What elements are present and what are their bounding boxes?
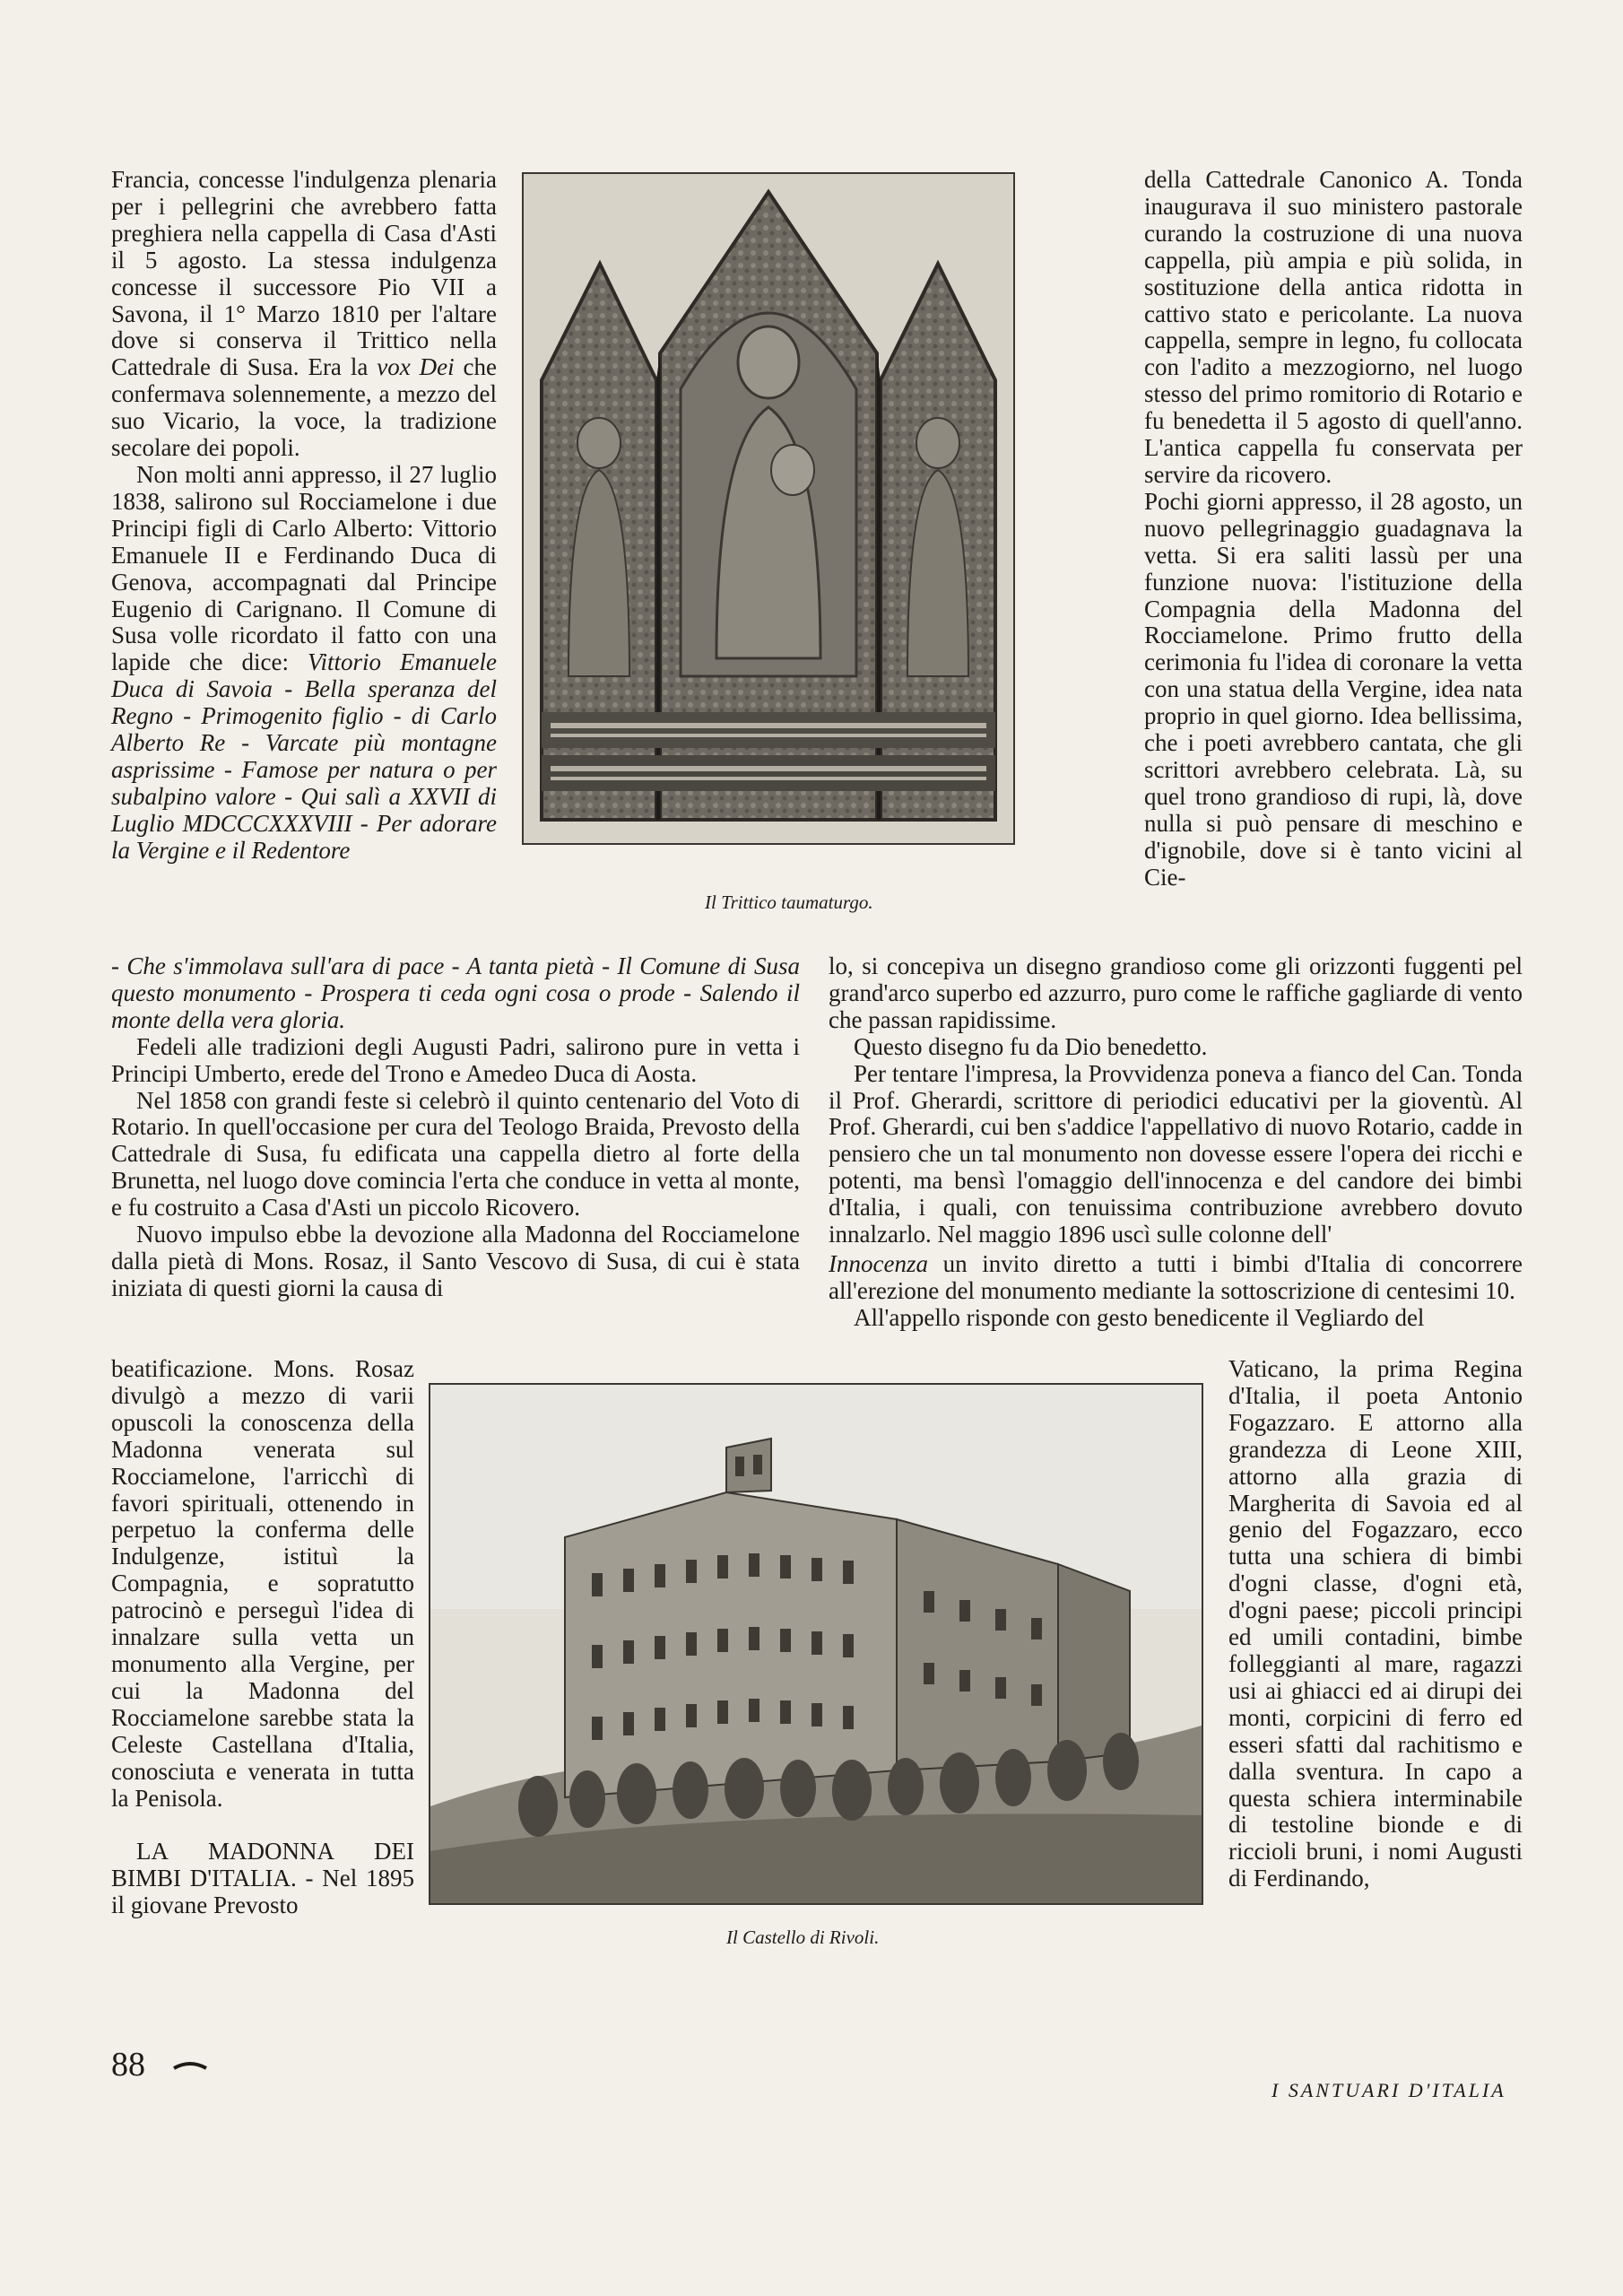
castle-caption: Il Castello di Rivoli.: [726, 1926, 880, 1948]
triptych-illustration: [524, 174, 1013, 843]
italic-text: vox Dei: [377, 353, 455, 381]
paragraph: Questo disegno fu da Dio benedetto.: [854, 1032, 1208, 1060]
paragraph: [111, 167, 497, 462]
triptych-caption: Il Trittico taumaturgo.: [705, 891, 873, 913]
paragraph: Fedeli alle tradizioni degli Augusti Padri, salirono pure in vetta i Principi Umberto, erede del Trono e Amedeo Duca di Aosta.: [111, 1032, 800, 1087]
italic-text: - Che s'immolava sull'ara di pace - A tanta pietà - Il Comune di Susa questo monumento - Prospera ti ceda ogni cosa o prode - Salendo il monte della vera gloria.: [111, 952, 800, 1033]
paragraph: Nuovo impulso ebbe la devozione alla Madonna del Rocciamelone dalla pietà di Mons. Rosaz, il Santo Vescovo di Susa, di cui è stata iniziata di questi giorni la causa di: [111, 1221, 800, 1301]
text-column-right-full: [829, 953, 1523, 1248]
text-column-right-full-2: [829, 1251, 1523, 1332]
paragraph: LA MADONNA DEI BIMBI D'ITALIA. - Nel 1895 il giovane Prevosto: [111, 1838, 414, 1919]
ornament-dash-icon: [172, 2057, 208, 2075]
paragraph: [111, 462, 497, 865]
text-column-left-full: [111, 953, 800, 1302]
paragraph: beatificazione. Mons. Rosaz divulgò a mezzo di varii opuscoli la conoscenza della Madonna venerata sul Rocciamelone, l'arricchì di favori spirituali, ottenendo in perpetuo la conferma delle Indulgenze, istituì la Compagnia, e sopratutto patrocinò e perseguì l'idea di innalzare sulla vetta un monumento alla Vergine, per cui la Madonna del Rocciamelone sarebbe stata la Celeste Castellana d'Italia, conosciuta e venerata in tutta la Penisola.: [111, 1355, 414, 1812]
text-column-right-top: [1144, 167, 1523, 891]
paragraph: Pochi giorni appresso, il 28 agosto, un nuovo pellegrinaggio guadagnava la vetta. Si era saliti lassù per una funzione nuova: l'istituzione della Compagnia della Madonna del Rocciamelone. Primo frutto della cerimonia fu l'idea di coronare la vetta con una statua della Vergine, idea nata proprio in quel giorno. Idea bellissima, che i poeti avrebbero cantata, che gli scrittori avrebbero celebrata. Là, su quel trono grandioso di rupi, là, dove nulla si può pensare di meschino e d'ignobile, dove si è tanto vicini al Cie-: [1144, 487, 1523, 891]
castle-photo: [429, 1383, 1203, 1905]
page-number: 88: [111, 2046, 145, 2083]
paragraph: Per tentare l'impresa, la Provvidenza poneva a fianco del Can. Tonda il Prof. Gherardi, scrittore di periodici educativi per la gioventù. Al Prof. Gherardi, cui ben s'addice l'appellativo di nuovo Rotario, cadde in pensiero che un tal monumento non dovesse essere l'opera dei ricchi e potenti, ma bensì l'omaggio dell'innocenza e del candore dei bimbi d'Italia, i quali, con tenuissima contribuzione avrebbero dovuto innalzarlo. Nel maggio 1896 uscì sulle colonne dell': [829, 1059, 1523, 1248]
italic-text: Vittorio Emanuele Duca di Savoia - Bella speranza del Regno - Primogenito figlio - di Carlo Alberto Re - Varcate più montagne asprissime - Famose per natura o per subalpino valore - Qui salì a XXVII di Luglio MDCCCXXXVIII - Per adorare la Vergine e il Redentore: [111, 648, 497, 864]
text-run: un invito diretto a tutti i bimbi d'Italia di concorrere all'erezione del monumento mediante la sottoscrizione di centesimi 10.: [829, 1250, 1523, 1304]
paragraph: [829, 1251, 1523, 1305]
text-column-left-bottom: [111, 1356, 414, 1919]
triptych-photo: [522, 172, 1015, 845]
text-column-right-bottom: [1228, 1356, 1523, 1892]
text-run: Francia, concesse l'indulgenza plenaria per i pellegrini che avrebbero fatta preghiera nella cappella di Casa d'Asti il 5 agosto. La stessa indulgenza concesse il successore Pio VII a Savona, il 1° Marzo 1810 per l'altare dove si conserva il Trittico nella Cattedrale di Susa. Era la: [111, 166, 497, 381]
paragraph: della Cattedrale Canonico A. Tonda inaugurava il suo ministero pastorale curando la costruzione di una nuova cappella, più ampia e più solida, in sostituzione della antica ridotta in cattivo stato e pericolante. La nuova cappella, sempre in legno, fu collocata con l'adito a mezzogiorno, nel luogo stesso del primo romitorio di Rotario e fu benedetta il 5 agosto di quell'anno. L'antica cappella fu conservata per servire da ricovero.: [1144, 166, 1523, 488]
text-column-left-top: [111, 167, 497, 865]
paragraph: Vaticano, la prima Regina d'Italia, il poeta Antonio Fogazzaro. E attorno alla grandezza di Leone XIII, attorno alla grazia di Margherita di Savoia ed al genio del Fogazzaro, ecco tutta una schiera di bimbi d'ogni classe, d'ogni età, d'ogni paese; piccoli principi ed umili contadini, bimbe folleggianti al mare, ragazzi usi ai ghiacci ed ai dirupi dei monti, corpicini di ferro ed esseri sfatti dal rachitismo e dalla sventura. In capo a questa schiera interminabile di testoline bionde e di riccioli bruni, i nomi Augusti di Ferdinando,: [1228, 1355, 1523, 1892]
paragraph: lo, si concepiva un disegno grandioso come gli orizzonti fuggenti pel grand'arco superbo ed azzurro, puro come le raffiche gagliarde di vento che passan rapidissime.: [829, 952, 1523, 1033]
italic-text: Innocenza: [829, 1250, 928, 1277]
text-run: Non molti anni appresso, il 27 luglio 1838, salirono sul Rocciamelone i due Principi figli di Carlo Alberto: Vittorio Emanuele II e Ferdinando Duca di Genova, accompagnati dal Principe Eugenio di Carignano. Il Comune di Susa volle ricordato il fatto con una lapide che dice:: [111, 460, 497, 676]
text-run: che confermava solennemente, a mezzo del suo Vicario, la voce, la tradizione secolare dei popoli.: [111, 353, 498, 462]
castle-illustration: [430, 1385, 1202, 1903]
paragraph: All'appello risponde con gesto benedicente il Vegliardo del: [854, 1303, 1425, 1331]
paragraph: Nel 1858 con grandi feste si celebrò il quinto centenario del Voto di Rotario. In quell'occasione per cura del Teologo Braida, Prevosto della Cattedrale di Susa, fu edificata una cappella dietro al forte della Brunetta, nel luogo dove comincia l'erta che conduce in vetta al monte, e fu costruito a Casa d'Asti un piccolo Ricovero.: [111, 1086, 800, 1222]
running-title: I SANTUARI D'ITALIA: [1271, 2079, 1506, 2101]
paragraph: [111, 953, 800, 1034]
